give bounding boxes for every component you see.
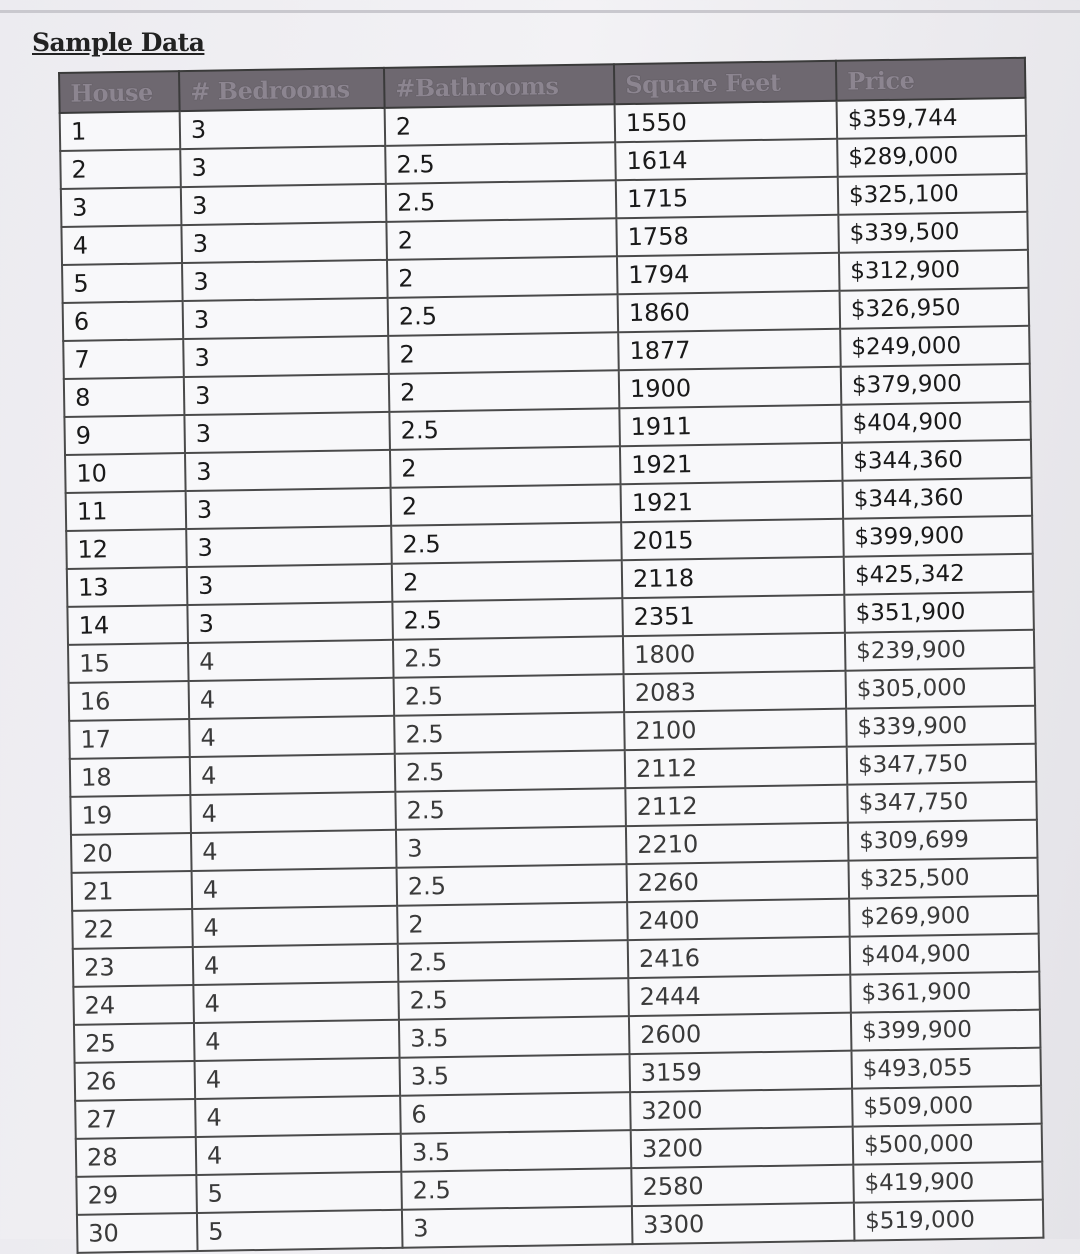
house-cell[interactable]: 2 [60, 149, 181, 189]
price-cell[interactable]: $325,100 [838, 174, 1028, 215]
bedrooms-cell[interactable]: 4 [194, 1020, 400, 1061]
price-cell[interactable]: $404,900 [850, 934, 1040, 975]
square-feet-cell[interactable]: 1860 [618, 291, 841, 332]
house-cell[interactable]: 4 [61, 225, 182, 265]
house-cell[interactable]: 25 [74, 1023, 195, 1063]
bathrooms-cell[interactable]: 2.5 [386, 180, 617, 222]
bathrooms-cell[interactable]: 2.5 [395, 788, 626, 830]
price-cell[interactable]: $289,000 [837, 136, 1027, 177]
bedrooms-cell[interactable]: 4 [191, 830, 397, 871]
bathrooms-cell[interactable]: 2.5 [397, 864, 628, 906]
bedrooms-cell[interactable]: 3 [180, 108, 386, 149]
price-cell[interactable]: $500,000 [853, 1124, 1043, 1165]
bedrooms-cell[interactable]: 4 [192, 906, 398, 947]
price-cell[interactable]: $344,360 [843, 478, 1033, 519]
bathrooms-cell[interactable]: 2.5 [391, 522, 622, 564]
bedrooms-cell[interactable]: 4 [190, 792, 396, 833]
house-cell[interactable]: 11 [66, 491, 187, 531]
house-cell[interactable]: 5 [62, 263, 183, 303]
bedrooms-cell[interactable]: 4 [193, 944, 399, 985]
bedrooms-cell[interactable]: 3 [180, 146, 386, 187]
bathrooms-cell[interactable]: 2.5 [394, 674, 625, 716]
price-cell[interactable]: $519,000 [854, 1200, 1044, 1241]
bedrooms-cell[interactable]: 3 [186, 488, 392, 529]
price-cell[interactable]: $351,900 [844, 592, 1034, 633]
price-cell[interactable]: $404,900 [841, 402, 1031, 443]
bathrooms-cell[interactable]: 2.5 [398, 978, 629, 1020]
square-feet-cell[interactable]: 1877 [618, 329, 841, 370]
price-cell[interactable]: $325,500 [848, 858, 1038, 899]
square-feet-cell[interactable]: 2210 [626, 823, 849, 864]
square-feet-cell[interactable]: 1800 [623, 633, 846, 674]
bedrooms-cell[interactable]: 3 [181, 222, 387, 263]
square-feet-cell[interactable]: 1921 [621, 481, 844, 522]
bedrooms-cell[interactable]: 3 [187, 564, 393, 605]
house-cell[interactable]: 30 [77, 1213, 198, 1253]
house-cell[interactable]: 15 [68, 643, 189, 683]
bathrooms-cell[interactable]: 2 [388, 332, 619, 374]
price-cell[interactable]: $379,900 [841, 364, 1031, 405]
bathrooms-cell[interactable]: 2 [391, 484, 622, 526]
price-cell[interactable]: $425,342 [844, 554, 1034, 595]
bathrooms-cell[interactable]: 3.5 [401, 1130, 632, 1172]
price-cell[interactable]: $359,744 [837, 98, 1027, 139]
header-house[interactable]: House [59, 71, 180, 113]
bathrooms-cell[interactable]: 2 [389, 370, 620, 412]
bedrooms-cell[interactable]: 4 [195, 1058, 401, 1099]
house-cell[interactable]: 22 [72, 909, 193, 949]
price-cell[interactable]: $344,360 [842, 440, 1032, 481]
data-sheet [58, 57, 1042, 1248]
square-feet-cell[interactable]: 2015 [621, 519, 844, 560]
house-cell[interactable]: 20 [71, 833, 192, 873]
page-title: Sample Data [32, 28, 205, 57]
price-cell[interactable]: $239,900 [845, 630, 1035, 671]
bedrooms-cell[interactable]: 3 [181, 184, 387, 225]
house-cell[interactable]: 26 [75, 1061, 196, 1101]
house-cell[interactable]: 8 [64, 377, 185, 417]
bathrooms-cell[interactable]: 2.5 [394, 712, 625, 754]
price-cell[interactable]: $269,900 [849, 896, 1039, 937]
house-cell[interactable]: 21 [72, 871, 193, 911]
price-cell[interactable]: $493,055 [851, 1048, 1041, 1089]
square-feet-cell[interactable]: 2351 [622, 595, 845, 636]
house-cell[interactable]: 10 [65, 453, 186, 493]
bedrooms-cell[interactable]: 4 [189, 716, 395, 757]
bedrooms-cell[interactable]: 3 [183, 298, 389, 339]
header-bedrooms[interactable]: # Bedrooms [179, 68, 385, 111]
bathrooms-cell[interactable]: 2.5 [393, 636, 624, 678]
price-cell[interactable]: $312,900 [839, 250, 1029, 291]
bathrooms-cell[interactable]: 2.5 [385, 142, 616, 184]
bedrooms-cell[interactable]: 4 [195, 1096, 401, 1137]
bedrooms-cell[interactable]: 3 [184, 412, 390, 453]
square-feet-cell[interactable]: 1921 [620, 443, 843, 484]
bedrooms-cell[interactable]: 5 [197, 1210, 403, 1251]
header-price[interactable]: Price [836, 58, 1026, 101]
sample-data-table [58, 57, 1044, 1254]
bathrooms-cell[interactable]: 2 [387, 256, 618, 298]
house-cell[interactable]: 12 [66, 529, 187, 569]
house-cell[interactable]: 23 [73, 947, 194, 987]
square-feet-cell[interactable]: 1900 [619, 367, 842, 408]
price-cell[interactable]: $339,500 [838, 212, 1028, 253]
bathrooms-cell[interactable]: 3 [402, 1206, 633, 1248]
bedrooms-cell[interactable]: 4 [189, 678, 395, 719]
house-cell[interactable]: 29 [76, 1175, 197, 1215]
square-feet-cell[interactable]: 2400 [627, 899, 850, 940]
house-cell[interactable]: 27 [75, 1099, 196, 1139]
square-feet-cell[interactable]: 2600 [629, 1013, 852, 1054]
bedrooms-cell[interactable]: 3 [182, 260, 388, 301]
square-feet-cell[interactable]: 1911 [619, 405, 842, 446]
bathrooms-cell[interactable]: 6 [400, 1092, 631, 1134]
house-cell[interactable]: 18 [70, 757, 191, 797]
bathrooms-cell[interactable]: 3.5 [400, 1054, 631, 1096]
bathrooms-cell[interactable]: 2 [397, 902, 628, 944]
window-edge [0, 10, 1080, 13]
bedrooms-cell[interactable]: 3 [183, 336, 389, 377]
bedrooms-cell[interactable]: 5 [196, 1172, 402, 1213]
bathrooms-cell[interactable]: 2.5 [388, 294, 619, 336]
square-feet-cell[interactable]: 1758 [616, 215, 839, 256]
square-feet-cell[interactable]: 3200 [630, 1089, 853, 1130]
header-bathrooms[interactable]: #Bathrooms [384, 64, 615, 108]
square-feet-cell[interactable]: 2112 [625, 747, 848, 788]
bathrooms-cell[interactable]: 2 [386, 218, 617, 260]
price-cell[interactable]: $509,000 [852, 1086, 1042, 1127]
square-feet-cell[interactable]: 2444 [628, 975, 851, 1016]
bathrooms-cell[interactable]: 2 [392, 560, 623, 602]
price-cell[interactable]: $305,000 [846, 668, 1036, 709]
price-cell[interactable]: $309,699 [848, 820, 1038, 861]
price-cell[interactable]: $399,900 [851, 1010, 1041, 1051]
bathrooms-cell[interactable]: 2 [385, 104, 616, 146]
square-feet-cell[interactable]: 3300 [632, 1203, 855, 1244]
bathrooms-cell[interactable]: 3 [396, 826, 627, 868]
price-cell[interactable]: $339,900 [846, 706, 1036, 747]
house-cell[interactable]: 24 [73, 985, 194, 1025]
square-feet-cell[interactable]: 1794 [617, 253, 840, 294]
price-cell[interactable]: $361,900 [850, 972, 1040, 1013]
bedrooms-cell[interactable]: 4 [193, 982, 399, 1023]
house-cell[interactable]: 1 [60, 111, 181, 151]
bedrooms-cell[interactable]: 3 [185, 450, 391, 491]
price-cell[interactable]: $419,900 [853, 1162, 1043, 1203]
square-feet-cell[interactable]: 1550 [615, 101, 838, 142]
bathrooms-cell[interactable]: 2.5 [395, 750, 626, 792]
bedrooms-cell[interactable]: 3 [184, 374, 390, 415]
house-cell[interactable]: 28 [76, 1137, 197, 1177]
square-feet-cell[interactable]: 1614 [615, 139, 838, 180]
house-cell[interactable]: 7 [63, 339, 184, 379]
price-cell[interactable]: $347,750 [847, 782, 1037, 823]
square-feet-cell[interactable]: 2416 [628, 937, 851, 978]
bathrooms-cell[interactable]: 3.5 [399, 1016, 630, 1058]
house-cell[interactable]: 3 [61, 187, 182, 227]
bedrooms-cell[interactable]: 4 [192, 868, 398, 909]
price-cell[interactable]: $249,000 [840, 326, 1030, 367]
price-cell[interactable]: $347,750 [847, 744, 1037, 785]
square-feet-cell[interactable]: 3159 [629, 1051, 852, 1092]
house-cell[interactable]: 14 [67, 605, 188, 645]
square-feet-cell[interactable]: 2083 [624, 671, 847, 712]
square-feet-cell[interactable]: 2100 [624, 709, 847, 750]
bedrooms-cell[interactable]: 3 [187, 602, 393, 643]
price-cell[interactable]: $399,900 [843, 516, 1033, 557]
square-feet-cell[interactable]: 2260 [627, 861, 850, 902]
bathrooms-cell[interactable]: 2.5 [401, 1168, 632, 1210]
header-square-feet[interactable]: Square Feet [614, 61, 837, 104]
house-cell[interactable]: 13 [67, 567, 188, 607]
bathrooms-cell[interactable]: 2.5 [398, 940, 629, 982]
house-cell[interactable]: 9 [64, 415, 185, 455]
bedrooms-cell[interactable]: 4 [190, 754, 396, 795]
bathrooms-cell[interactable]: 2 [390, 446, 621, 488]
bedrooms-cell[interactable]: 4 [188, 640, 394, 681]
house-cell[interactable]: 16 [69, 681, 190, 721]
square-feet-cell[interactable]: 2118 [622, 557, 845, 598]
price-cell[interactable]: $326,950 [840, 288, 1030, 329]
house-cell[interactable]: 6 [63, 301, 184, 341]
bedrooms-cell[interactable]: 3 [186, 526, 392, 567]
house-cell[interactable]: 17 [69, 719, 190, 759]
square-feet-cell[interactable]: 2580 [631, 1165, 854, 1206]
square-feet-cell[interactable]: 1715 [616, 177, 839, 218]
square-feet-cell[interactable]: 2112 [625, 785, 848, 826]
square-feet-cell[interactable]: 3200 [631, 1127, 854, 1168]
bathrooms-cell[interactable]: 2.5 [389, 408, 620, 450]
bathrooms-cell[interactable]: 2.5 [392, 598, 623, 640]
house-cell[interactable]: 19 [70, 795, 191, 835]
bedrooms-cell[interactable]: 4 [196, 1134, 402, 1175]
